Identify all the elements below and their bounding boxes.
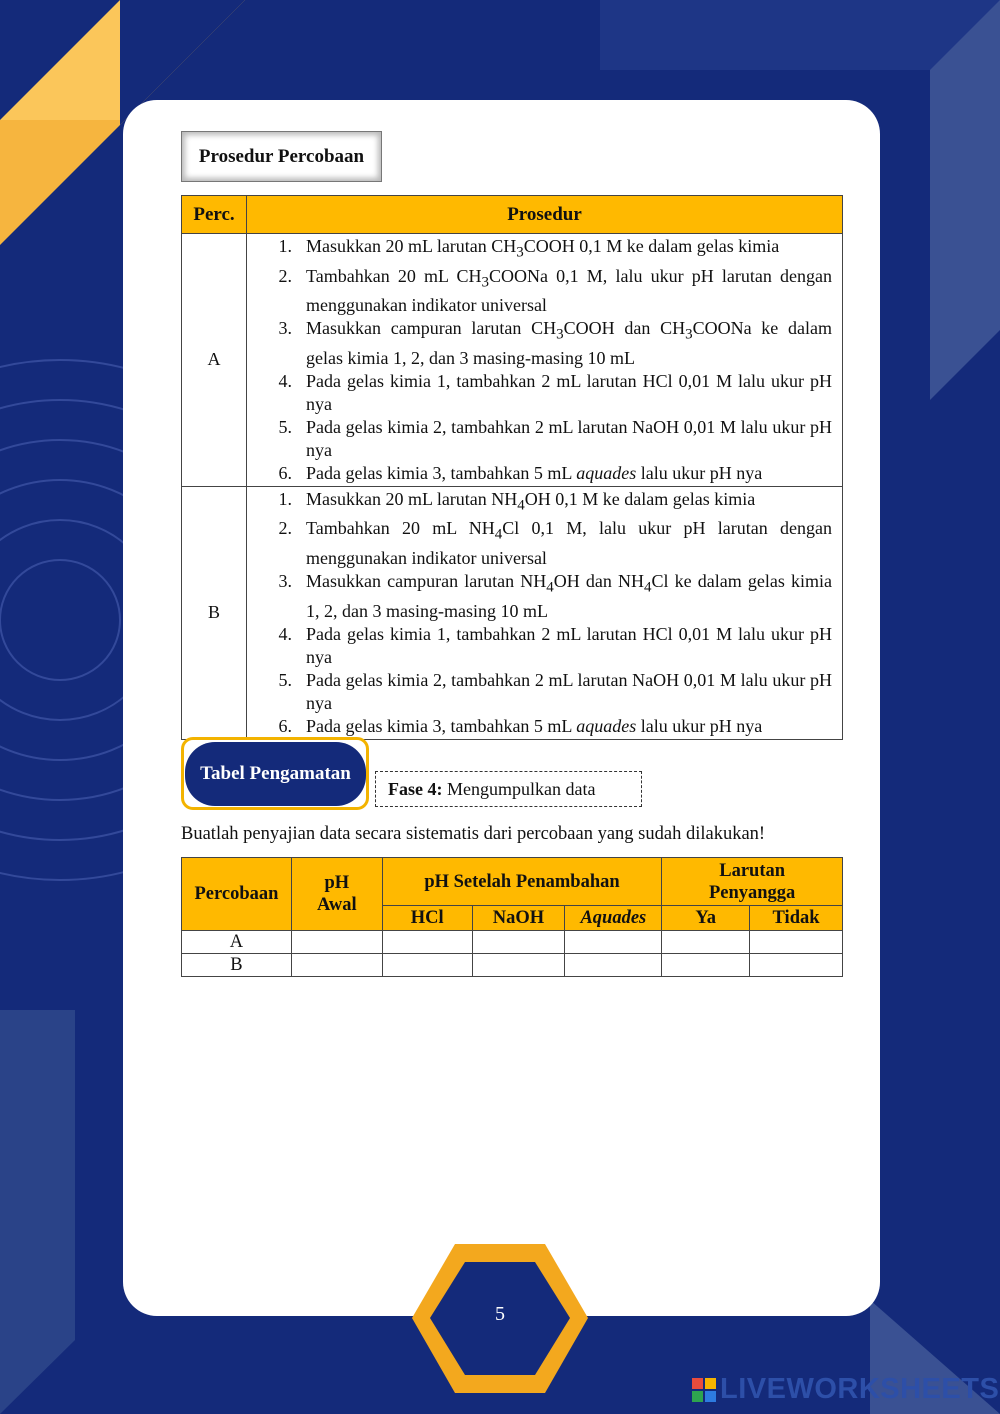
row-label: B [182, 954, 292, 977]
step-text: Pada gelas kimia 1, tambahkan 2 mL larutan HCl 0,01 M lalu ukur pH nya [306, 370, 832, 414]
brand-watermark [692, 1373, 999, 1406]
step-text: Pada gelas kimia 3, tambahkan 5 mL aquades lalu ukur pH nya [306, 715, 763, 736]
table-row [182, 486, 843, 739]
step-text: Pada gelas kimia 2, tambahkan 2 mL larutan NaOH 0,01 M lalu ukur pH nya [306, 669, 832, 713]
step-number: 4. [278, 623, 292, 644]
row-label: A [182, 234, 247, 487]
list-item [248, 517, 832, 570]
list-item [248, 623, 832, 669]
table-row [182, 954, 843, 977]
cell-tidak[interactable] [750, 954, 843, 977]
cell-ya[interactable] [662, 954, 750, 977]
section-title: Prosedur Percobaan [181, 131, 382, 182]
step-number: 1. [278, 236, 292, 256]
cell-hcl[interactable] [382, 954, 472, 977]
phase-label: Fase 4: [388, 778, 443, 799]
list-item [248, 570, 832, 623]
phase-text: Mengumpulkan data [446, 778, 596, 799]
step-number: 3. [278, 318, 292, 339]
table-row [182, 931, 843, 954]
step-number: 4. [278, 370, 292, 391]
procedure-steps [247, 486, 843, 739]
procedure-steps [247, 234, 843, 487]
header-naoh: NaOH [472, 906, 565, 931]
row-label: A [182, 931, 292, 954]
list-item [248, 317, 832, 370]
table-row [182, 234, 843, 487]
header-prosedur: Prosedur [247, 196, 843, 234]
cell-aquades[interactable] [565, 954, 662, 977]
step-number: 6. [278, 462, 292, 483]
procedure-table [181, 195, 843, 740]
header-percobaan: Percobaan [182, 858, 292, 931]
step-text: Masukkan 20 mL larutan $CH_3COOH$ 0,1 M ke dalam gelas kimia [306, 236, 780, 261]
header-ph-setelah: pH Setelah Penambahan [382, 858, 662, 906]
observation-table [181, 857, 843, 977]
header-ya: Ya [662, 906, 750, 931]
list-item [248, 462, 832, 485]
list-item [248, 370, 832, 416]
list-item [248, 265, 832, 318]
step-text: Tambahkan 20 mL $NH_4Cl$ 0,1 M, lalu ukur pH larutan dengan menggunakan indikator universal [306, 518, 832, 568]
header-ph-awal: pH Awal [291, 858, 382, 931]
header-larutan-penyangga: Larutan Penyangga [662, 858, 843, 906]
list-item [248, 669, 832, 715]
step-text: Masukkan campuran larutan $NH_4OH$ dan $NH_4Cl$ ke dalam gelas kimia 1, 2, dan 3 masing-masing 10 mL [306, 570, 832, 621]
cell-ph-awal[interactable] [291, 931, 382, 954]
list-item [248, 235, 832, 265]
step-number: 6. [278, 715, 292, 736]
phase-box [375, 771, 642, 807]
step-number: 1. [278, 488, 292, 509]
step-number: 2. [278, 518, 292, 539]
brand-logo-icon [692, 1378, 716, 1402]
brand-text: LIVEWORKSHEETS [720, 1373, 1000, 1405]
cell-ya[interactable] [662, 931, 750, 954]
step-text: Tambahkan 20 mL $CH_3COONa$ 0,1 M, lalu ukur pH larutan dengan menggunakan indikator universal [306, 265, 832, 316]
step-text: Pada gelas kimia 2, tambahkan 2 mL larutan NaOH 0,01 M lalu ukur pH nya [306, 416, 832, 460]
step-number: 5. [278, 416, 292, 437]
page-number: 5 [495, 1303, 505, 1325]
row-label: B [182, 486, 247, 739]
observation-title: Tabel Pengamatan [185, 742, 366, 806]
header-hcl: HCl [382, 906, 472, 931]
step-number: 2. [278, 265, 292, 286]
list-item [248, 488, 832, 518]
header-perc: Perc. [182, 196, 247, 234]
cell-naoh[interactable] [472, 954, 565, 977]
cell-tidak[interactable] [750, 931, 843, 954]
header-aquades: Aquades [565, 906, 662, 931]
instruction-text: Buatlah penyajian data secara sistematis dari percobaan yang sudah dilakukan! [181, 824, 766, 844]
step-text: Masukkan 20 mL larutan $NH_4OH$ 0,1 M ke dalam gelas kimia [306, 488, 756, 514]
step-text: Pada gelas kimia 3, tambahkan 5 mL aquades lalu ukur pH nya [306, 462, 763, 483]
step-text: Pada gelas kimia 1, tambahkan 2 mL larutan HCl 0,01 M lalu ukur pH nya [306, 623, 832, 667]
cell-naoh[interactable] [472, 931, 565, 954]
cell-ph-awal[interactable] [291, 954, 382, 977]
cell-hcl[interactable] [382, 931, 472, 954]
step-number: 5. [278, 669, 292, 690]
step-number: 3. [278, 570, 292, 591]
list-item [248, 416, 832, 462]
cell-aquades[interactable] [565, 931, 662, 954]
list-item [248, 715, 832, 738]
header-tidak: Tidak [750, 906, 843, 931]
step-text: Masukkan campuran larutan $CH_3COOH$ dan $CH_3COONa$ ke dalam gelas kimia 1, 2, dan 3 masing-masing 10 mL [306, 318, 832, 368]
